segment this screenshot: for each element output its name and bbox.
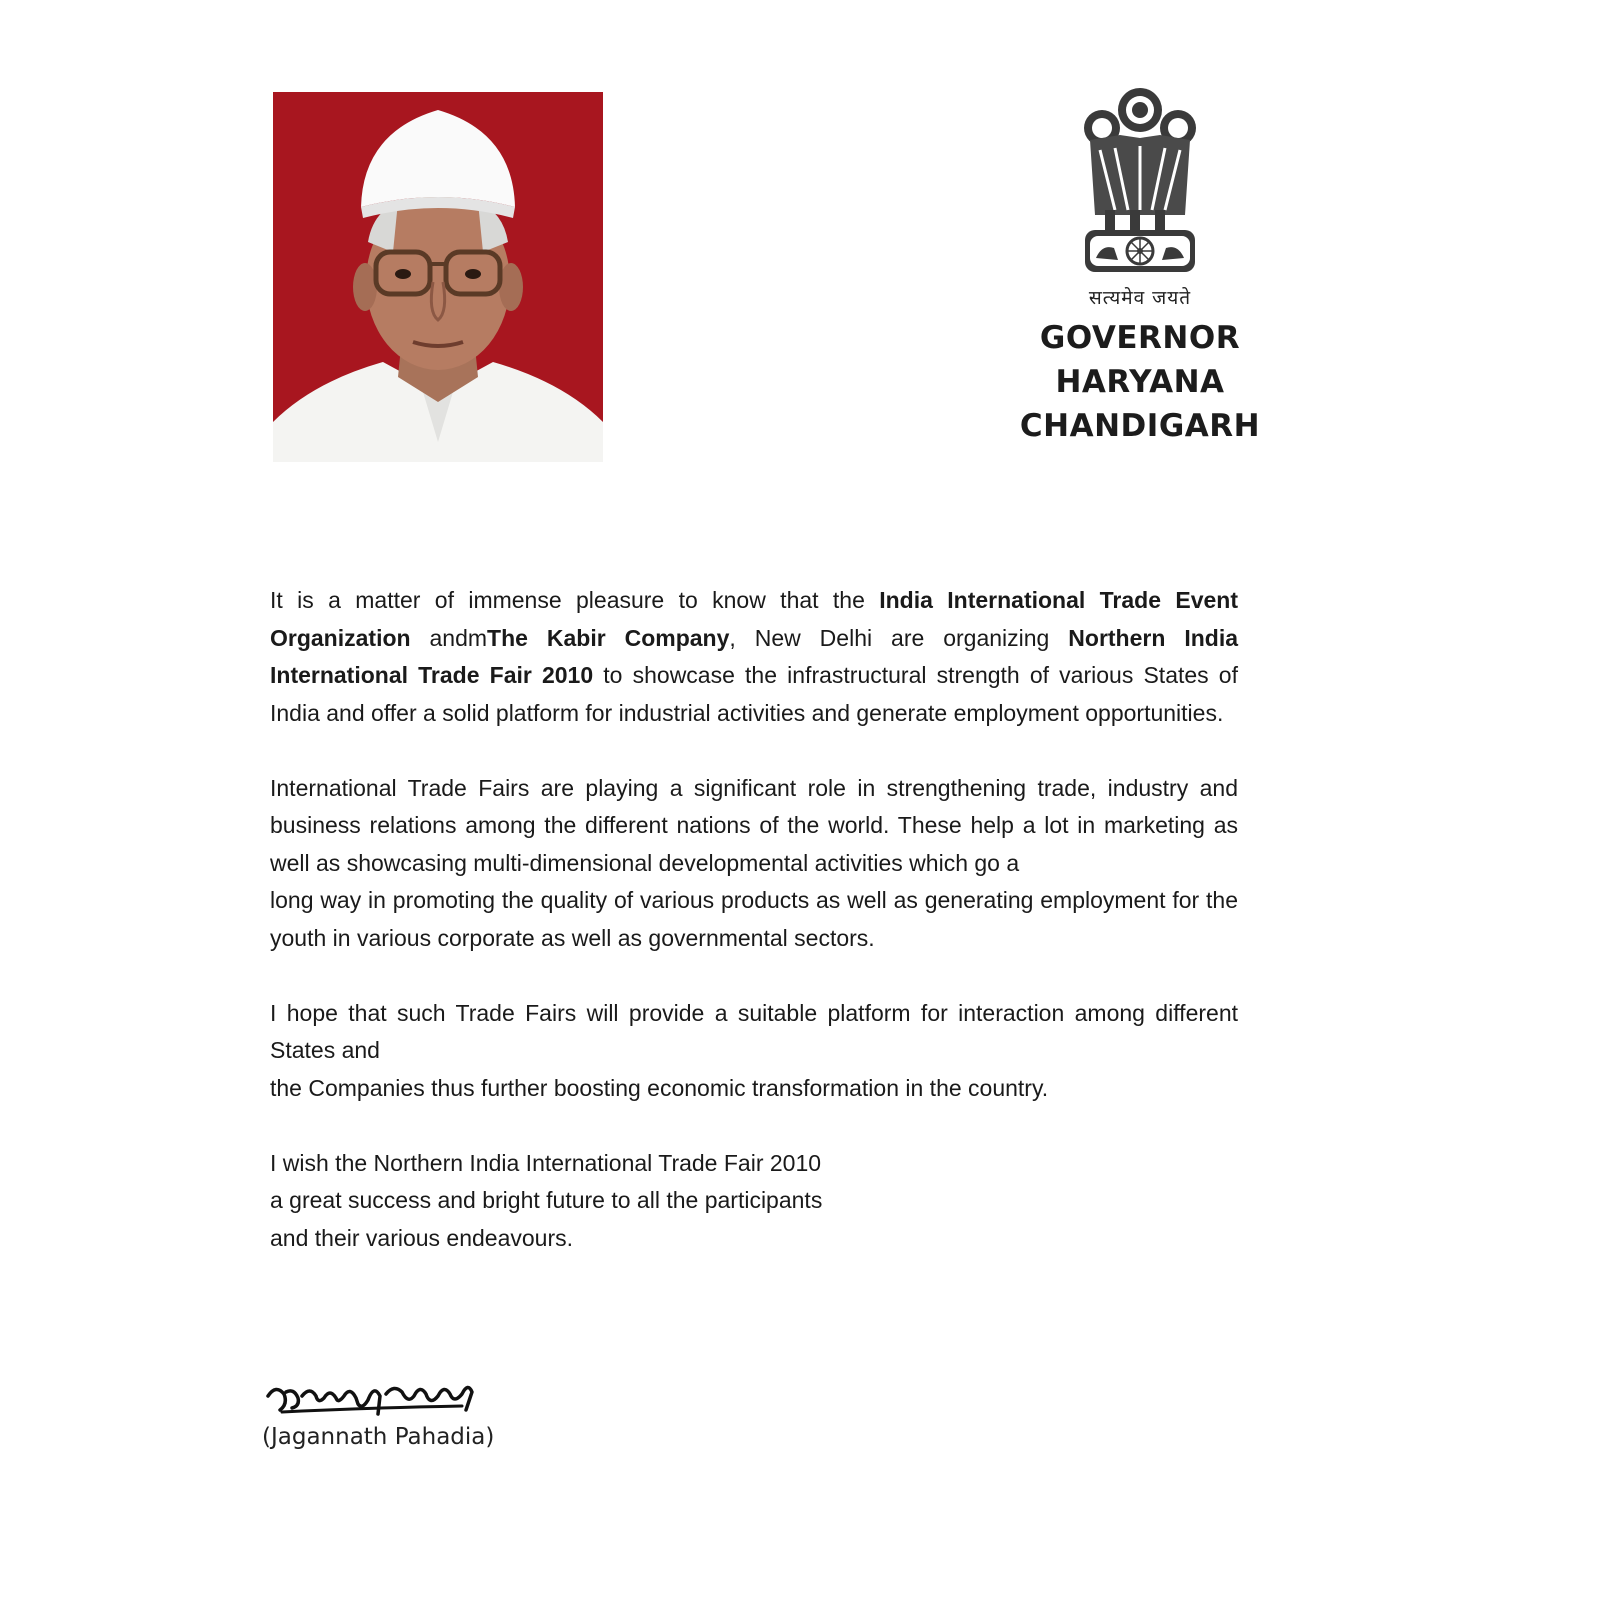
handwritten-signature bbox=[262, 1370, 482, 1420]
state-emblem-icon bbox=[1070, 80, 1210, 280]
paragraph-4-line-1: I wish the Northern India International Trade Fair 2010 bbox=[270, 1149, 822, 1176]
paragraph-1-text-c: , New Delhi are organizing bbox=[729, 624, 1069, 651]
paragraph-1 bbox=[270, 582, 1238, 732]
paragraph-4 bbox=[270, 1145, 1238, 1258]
paragraph-1-text-a: It is a matter of immense pleasure to know that the bbox=[270, 587, 880, 613]
paragraph-1-text-d: to showcase the infrastructural strength of various States of India and offer a solid platform for industrial activities and generate employment opportunities. bbox=[270, 662, 1238, 726]
emblem-motto: सत्यमेव जयते bbox=[1088, 287, 1192, 309]
office-state: HARYANA bbox=[1055, 364, 1225, 400]
organizer-name: India International Trade Event Organization bbox=[270, 587, 1238, 651]
paragraph-1-text-b: andm bbox=[410, 624, 488, 651]
paragraph-2-line-1: International Trade Fairs are playing a significant role in strengthening trade, industry and business relations among the different nations of the world. These help a lot in marketing as well as showcasing multi-dimensional developmental activities which go a bbox=[270, 774, 1238, 876]
event-name: Northern India International Trade Fair 2010 bbox=[270, 624, 1238, 688]
paragraph-4-line-2: a great success and bright future to all the participants bbox=[270, 1187, 823, 1213]
paragraph-3-line-1: I hope that such Trade Fairs will provide a suitable platform for interaction among different States and bbox=[270, 999, 1238, 1063]
signatory-name: (Jagannath Pahadia) bbox=[262, 1424, 495, 1450]
company-name: The Kabir Company bbox=[487, 624, 730, 651]
office-city: CHANDIGARH bbox=[1019, 408, 1261, 444]
paragraph-2-line-2: long way in promoting the quality of various products as well as generating employment for the youth in various corporate as well as governmental sectors. bbox=[270, 887, 1238, 951]
paragraph-3-line-2: the Companies thus further boosting economic transformation in the country. bbox=[270, 1074, 1049, 1101]
office-title: GOVERNOR bbox=[1039, 320, 1241, 356]
paragraph-3 bbox=[270, 995, 1238, 1108]
governor-portrait bbox=[273, 92, 603, 462]
paragraph-2 bbox=[270, 770, 1238, 958]
office-header bbox=[1010, 80, 1270, 448]
letter-body bbox=[270, 582, 1238, 1295]
paragraph-4-line-3: and their various endeavours. bbox=[270, 1224, 574, 1251]
